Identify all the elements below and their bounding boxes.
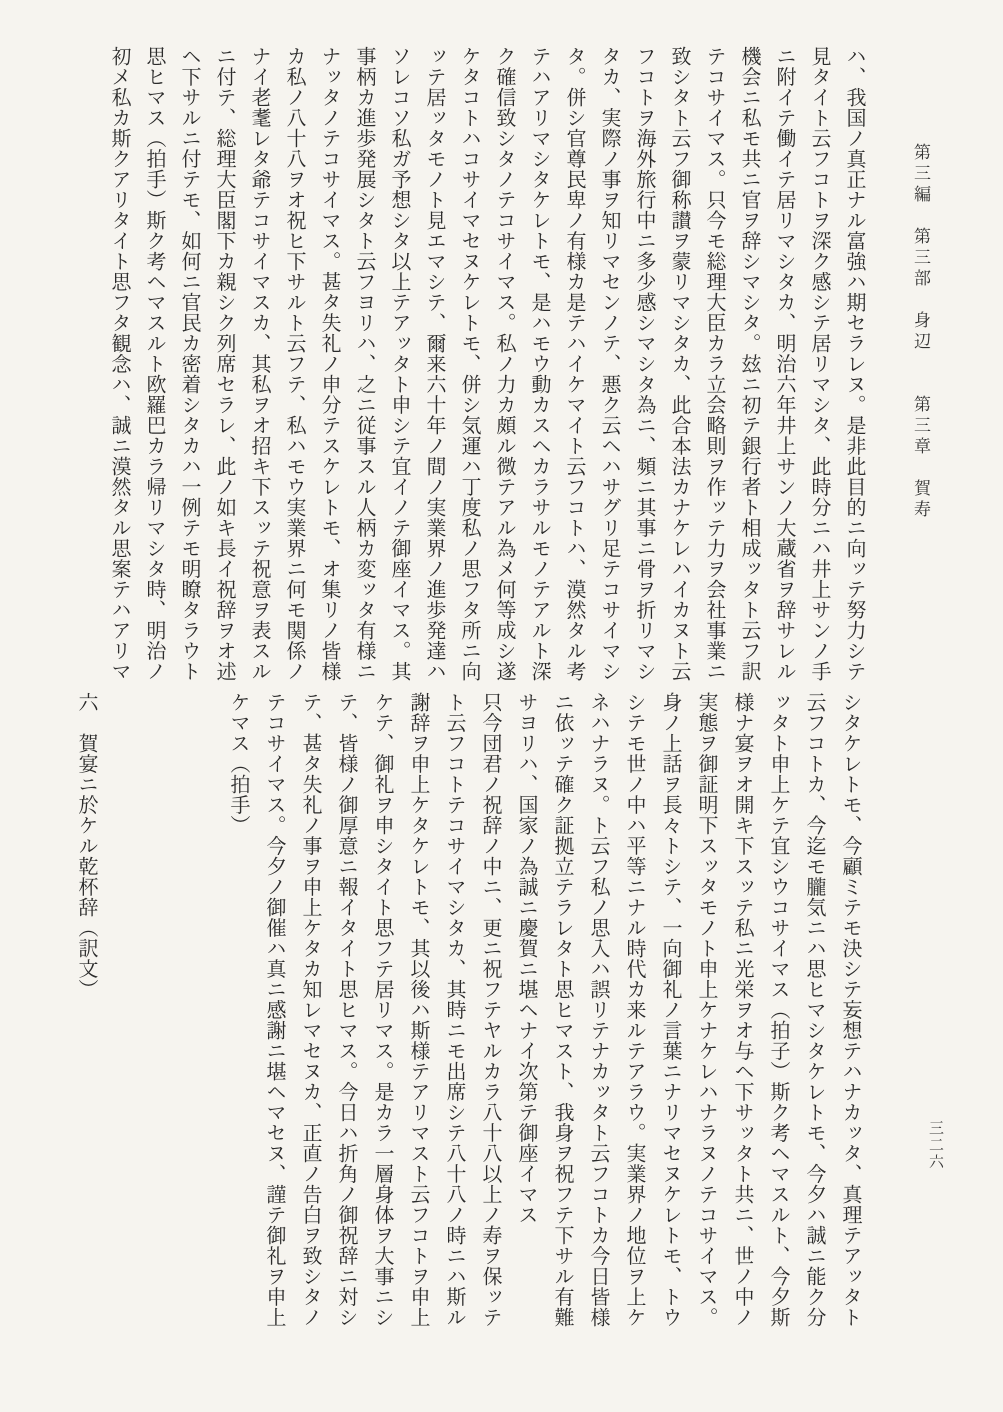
text-column: 機会ニ私モ共ニ官ヲ辞シマシタ。玆ニ初テ銀行者ト相成ッタト云フ訳 [738,46,762,682]
text-column: シテモ世ノ中ハ平等ニナル時代カ来ルテアラウ。実業界ノ地位ヲ上ケ [623,692,647,1328]
text-column: ケタコトハコサイマセヌケレトモ、併シ気運ハ丁度私ノ思フタ所ニ向 [458,46,482,682]
text-column: 謝辞ヲ申上ケタケレトモ、其以後ハ斯様テアリマスト云フコトヲ申上 [407,692,431,1328]
text-column: シタケレトモ、今顧ミテモ決シテ妄想テハナカッタ、真理テアッタト [839,692,863,1328]
text-column: テ、皆様ノ御厚意ニ報イタイト思ヒマス。今日ハ折角ノ御祝辞ニ対シ [335,692,359,1328]
text-column: ヘ下サルニ付テモ、如何ニ官民カ密着シタカハ一例テモ明瞭タラウト [178,46,202,682]
text-column: ナッタノテコサイマス。甚タ失礼ノ申分テスケレトモ、オ集リノ皆様 [318,46,342,682]
text-column: テコサイマス。只今モ総理大臣カラ立会略則ヲ作ッテ力ヲ会社事業ニ [703,46,727,682]
text-column: テ、甚タ失礼ノ事ヲ申上ケタカ知レマセヌカ、正直ノ告白ヲ致シタノ [299,692,323,1328]
text-column: ナイ老耄レタ爺テコサイマスカ、其私ヲオ招キ下スッテ祝意ヲ表スル [248,46,272,682]
text-column: ッタト申上ケテ宜シウコサイマス（拍子）斯ク考ヘマスルト、今夕斯 [767,692,791,1328]
text-column: 実態ヲ御証明下スッタモノト申上ケナケレハナラヌノテコサイマス。 [695,692,719,1328]
text-column: 見タイト云フコトヲ深ク感シテ居リマシタ、此時分ニハ井上サンノ手 [808,46,832,682]
text-column: ネハナラヌ。ト云フ私ノ思入ハ誤リテナカッタト云フコトカ今日皆様 [587,692,611,1328]
text-column: ケテ、御礼ヲ申シタイト思フテ居リマス。是カラ一層身体ヲ大事ニシ [371,692,395,1328]
text-column: サヨリハ、国家ノ為誠ニ慶賀ニ堪ヘナイ次第テ御座イマス [515,692,539,1225]
text-column: フコトヲ海外旅行中ニ多少感シマシタ為ニ、頻ニ其事ニ骨ヲ折リマシ [633,46,657,682]
text-column: ト云フコトテコサイマシタカ、其時ニモ出席シテ八十八ノ時ニハ斯ル [443,692,467,1328]
text-column: 初メ私カ斯クアリタイト思フタ観念ハ、誠ニ漠然タル思案テハアリマ [108,46,132,682]
text-column: 事柄カ進歩発展シタト云フヨリハ、之ニ従事スル人柄カ変ッタ有様ニ [353,46,377,682]
speaker-attribution [0,692,69,1340]
text-column: 云フコトカ、今迄モ朧気ニハ思ヒマシタケレトモ、今夕ハ誠ニ能ク分 [803,692,827,1328]
bottom-text-block [0,692,869,1340]
text-column: ニ附イテ働イテ居リマシタカ、明治六年井上サンノ大蔵省ヲ辞サレル [773,46,797,682]
text-column: テコサイマス。今夕ノ御催ハ真ニ感謝ニ堪ヘマセヌ、謹テ御礼ヲ申上 [263,692,287,1328]
page-number: 三二六 [927,1120,945,1171]
text-column: タ。併シ官尊民卑ノ有様カ是テハイケマイト云フコトハ、漠然タル考 [563,46,587,682]
top-text-block [102,46,872,694]
text-column: ッテ居ッタモノト見エマシテ、爾来六十年ノ間ノ実業界ノ進歩発達ハ [423,46,447,682]
text-column: 身ノ上話ヲ長々トシテ、一向御礼ノ言葉ニナリマセヌケレトモ、トウ [659,692,683,1328]
text-column: タカ、実際ノ事ヲ知リマセンノテ、悪ク云ヘハサグリ足テコサイマシ [598,46,622,682]
text-column: ニ依ッテ確ク証拠立テラレタト思ヒマスト、我身ヲ祝フテ下サル有難 [551,692,575,1328]
running-head: 第三編 第三部 身辺 第三章 賀寿 [910,143,930,521]
text-column: 様ナ宴ヲオ開キ下スッテ私ニ光栄ヲオ与ヘ下サッタト共ニ、世ノ中ノ [731,692,755,1328]
text-column: 思ヒマス（拍手）斯ク考ヘマスルト欧羅巴カラ帰リマシタ時、明治ノ [143,46,167,682]
speech-continuation-columns [221,692,869,1340]
text-column: ク確信致シタノテコサイマス。私ノ力カ頗ル微テアル為メ何等成シ遂 [493,46,517,682]
speech-body-columns [102,46,872,694]
text-column: テハアリマシタケレトモ、是ハモウ動カスヘカラサルモノテアルト深 [528,46,552,682]
section-heading: 六 賀宴ニ於ケル乾杯辞（訳文） [75,692,99,1000]
text-column: 致シタト云フ御称讃ヲ蒙リマシタカ、此合本法カナケレハイカヌト云 [668,46,692,682]
text-column: ハ、我国ノ真正ナル富強ハ期セラレヌ。是非此目的ニ向ッテ努力シテ [843,46,867,682]
text-column: 只今団君ノ祝辞ノ中ニ、更ニ祝フテヤルカラ八十八以上ノ寿ヲ保ッテ [479,692,503,1328]
text-column: カ私ノ八十八ヲオ祝ヒ下サルト云フテ、私ハモウ実業界ニ何モ関係ノ [283,46,307,682]
text-column: ニ付テ、総理大臣閣下カ親シク列席セラレ、此ノ如キ長イ祝辞ヲオ述 [213,46,237,682]
text-column: ソレコソ私ガ予想シタ以上テアッタト申シテ宜イノテ御座イマス。其 [388,46,412,682]
text-column: ケマス（拍手） [227,692,251,836]
